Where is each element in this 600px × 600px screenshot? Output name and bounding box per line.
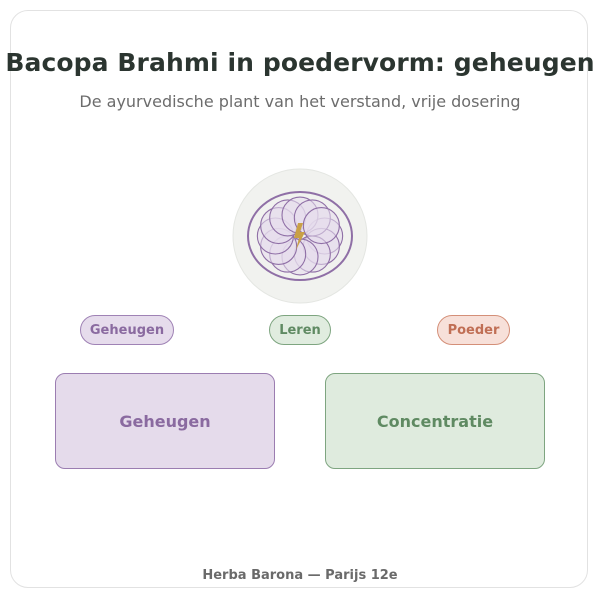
tag-geheugen: Geheugen — [80, 315, 174, 345]
benefit-geheugen: Geheugen — [55, 373, 275, 469]
tag-leren: Leren — [269, 315, 331, 345]
page-title: Bacopa Brahmi in poedervorm: geheugen — [5, 48, 595, 77]
footer-credit: Herba Barona — Parijs 12e — [202, 568, 398, 583]
petal-circle — [303, 208, 339, 244]
page-subtitle: De ayurvedische plant van het verstand, vrije dosering — [79, 92, 521, 111]
benefit-concentratie: Concentratie — [325, 373, 545, 469]
tag-poeder: Poeder — [437, 315, 510, 345]
brain-lotus-icon — [232, 168, 368, 304]
